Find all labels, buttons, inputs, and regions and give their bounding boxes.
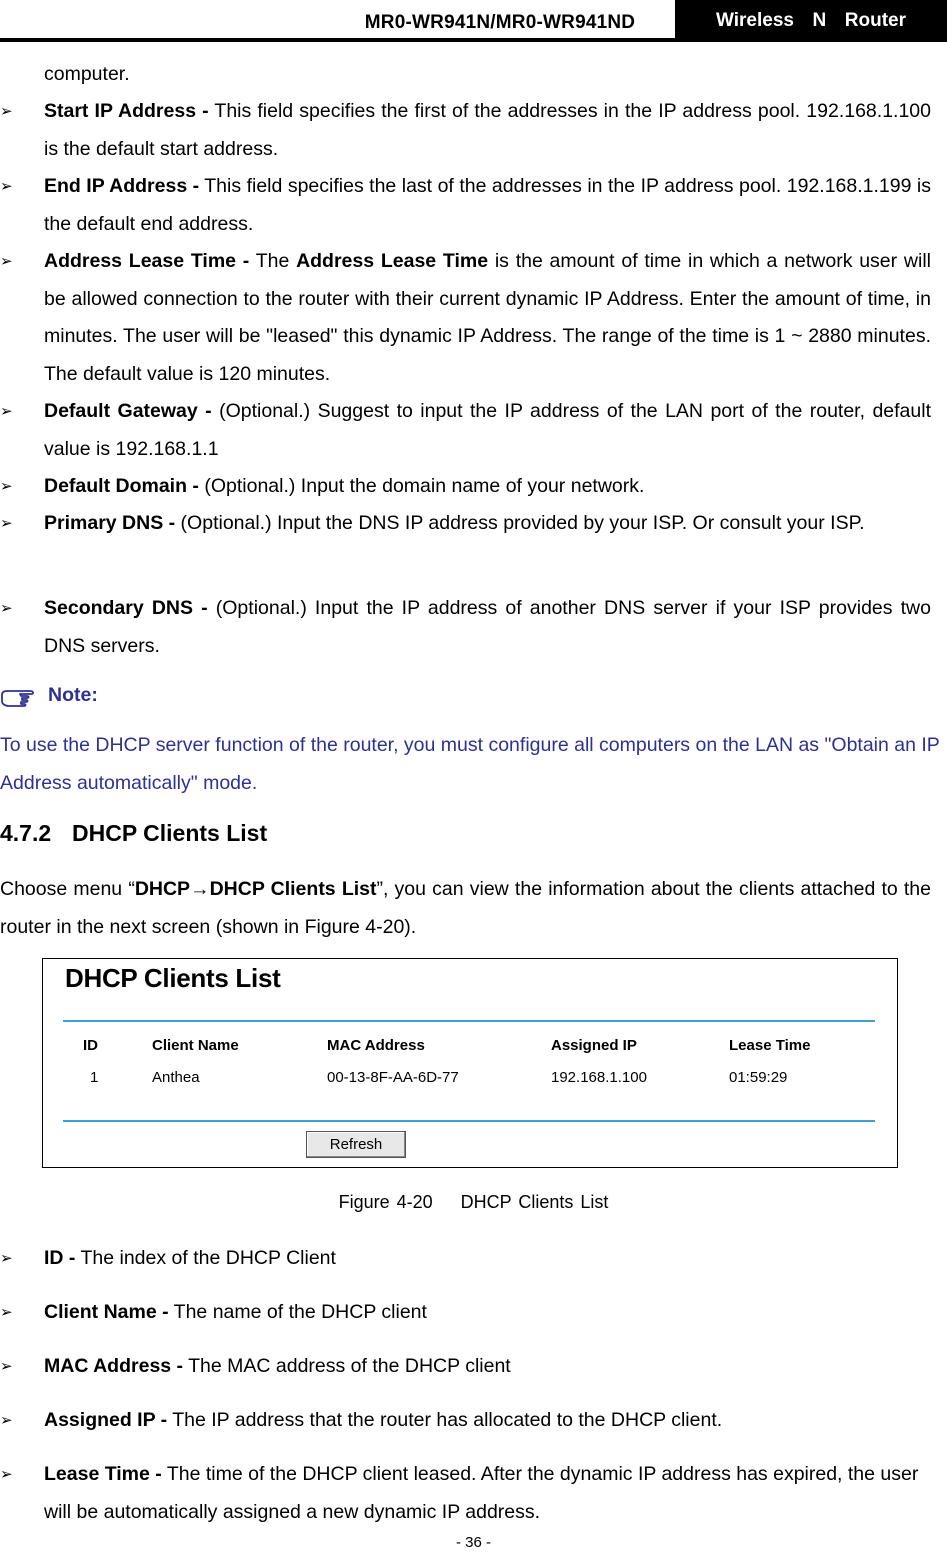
page-number: - 36 - [455,1534,491,1551]
cell-client-name: Anthea [152,1069,200,1086]
bullet-marker: ➢ [0,600,13,617]
header-product-tab [675,0,947,42]
bullet-text: (Optional.) Input the IP address of another DNS server if your ISP provides two DNS servers. [44,597,931,657]
bullet-term-inline: Address Lease Time [296,250,489,272]
bullet-term: MAC Address - [44,1355,184,1377]
note-text: To use the DHCP server function of the router, you must configure all computers on the LAN as "Obtain an IP Address automatically" mode. [0,734,940,794]
note-label: Note: [48,684,98,706]
lead-text-b: ”, you can view the information about the clients attached to the router in the next screen (shown in Figure 4-20). [0,878,931,938]
bottom-divider [63,1120,875,1122]
pointing-hand-icon [0,687,36,709]
figure-caption [0,1192,947,1213]
bullet-text: The IP address that the router has allocated to the DHCP client. [167,1409,723,1431]
bullet-client-name [0,1294,931,1332]
section-number: 4.7.2 [0,820,52,846]
bullet-marker: ➢ [0,515,13,532]
bullet-text: The time of the DHCP client leased. After the dynamic IP address has expired, the user will be automatically assigned a new dynamic IP address. [44,1463,919,1523]
bullet-text: This field specifies the last of the addresses in the IP address pool. 192.168.1.199 is the default end address. [44,175,932,235]
col-header-mac: MAC Address [327,1037,425,1054]
bullet-end-ip [0,168,932,243]
bullet-term: Secondary DNS - [44,597,208,619]
bullet-marker: ➢ [0,1358,13,1375]
bullet-term: Default Gateway - [44,400,212,422]
header-rule [0,38,947,42]
bullet-term: Assigned IP - [44,1409,168,1431]
bullet-default-gateway [0,393,931,468]
bullet-lease-time-desc [0,1456,931,1531]
bullet-id [0,1240,931,1278]
bullet-marker: ➢ [0,1250,13,1267]
intro-continuation: computer. [44,63,130,85]
bullet-lease-time [0,243,931,393]
bullet-text: The index of the DHCP Client [75,1247,336,1269]
bullet-secondary-dns [0,590,931,665]
bullet-marker: ➢ [0,103,13,120]
bullet-marker: ➢ [0,403,13,420]
bullet-term: Address Lease Time - [44,250,250,272]
lead-text-a: Choose menu “ [0,878,135,900]
col-header-lease-time: Lease Time [729,1037,811,1054]
header-model: MR0-WR941N/MR0-WR941ND [364,12,636,33]
bullet-marker: ➢ [0,1304,13,1321]
bullet-text: (Optional.) Input the domain name of your network. [198,475,645,497]
bullet-term: ID - [44,1247,76,1269]
cell-id: 1 [90,1069,99,1086]
menu-dhcp: DHCP [134,878,191,900]
caption-text: Figure 4-20 DHCP Clients List [338,1192,609,1212]
bullet-assigned-ip [0,1402,931,1440]
refresh-button[interactable]: Refresh [306,1131,406,1158]
top-divider [63,1020,875,1022]
bullet-text: (Optional.) Input the DNS IP address provided by your ISP. Or consult your ISP. [175,512,865,534]
bullet-term: End IP Address - [44,175,200,197]
bullet-text: The name of the DHCP client [168,1301,427,1323]
bullet-term: Start IP Address - [44,100,209,122]
dhcp-clients-screenshot [42,958,898,1168]
header-product: Wireless N Router [715,10,907,31]
bullet-text-lead: The [249,250,297,272]
bullet-term: Default Domain - [44,475,199,497]
bullet-term: Primary DNS - [44,512,176,534]
bullet-default-domain [0,468,931,506]
col-header-assigned-ip: Assigned IP [551,1037,637,1054]
lead-paragraph [0,871,931,946]
bullet-marker: ➢ [0,178,13,195]
col-header-client-name: Client Name [152,1037,239,1054]
bullet-term: Lease Time - [44,1463,162,1485]
cell-mac: 00-13-8F-AA-6D-77 [327,1069,459,1086]
cell-assigned-ip: 192.168.1.100 [551,1069,647,1086]
cell-lease-time: 01:59:29 [729,1069,788,1086]
bullet-text: (Optional.) Suggest to input the IP address of the LAN port of the router, default value is 192.168.1.1 [44,400,931,460]
bullet-text: The MAC address of the DHCP client [183,1355,511,1377]
bullet-marker: ➢ [0,1466,13,1483]
section-heading [0,820,267,847]
bullet-text: is the amount of time in which a network user will be allowed connection to the router with their current dynamic IP Address. Enter the amount of time, in minutes. The user will be "leased" this dynamic IP Address. The range of the time is 1 ~ 2880 minutes. The default value is 120 minutes. [44,250,931,385]
bullet-mac-address [0,1348,931,1386]
bullet-term: Client Name - [44,1301,169,1323]
bullet-text: This field specifies the first of the addresses in the IP address pool. 192.168.1.100 is the default start address. [44,100,931,160]
menu-dhcp-clients-list: DHCP Clients List [209,878,377,900]
bullet-marker: ➢ [0,1412,13,1429]
bullet-marker: ➢ [0,253,13,270]
bullet-primary-dns [0,505,931,543]
col-header-id: ID [83,1037,98,1054]
section-title: DHCP Clients List [72,820,268,846]
bullet-start-ip [0,93,931,168]
screenshot-title: DHCP Clients List [65,963,281,993]
bullet-marker: ➢ [0,478,13,495]
menu-arrow: → [190,878,210,900]
